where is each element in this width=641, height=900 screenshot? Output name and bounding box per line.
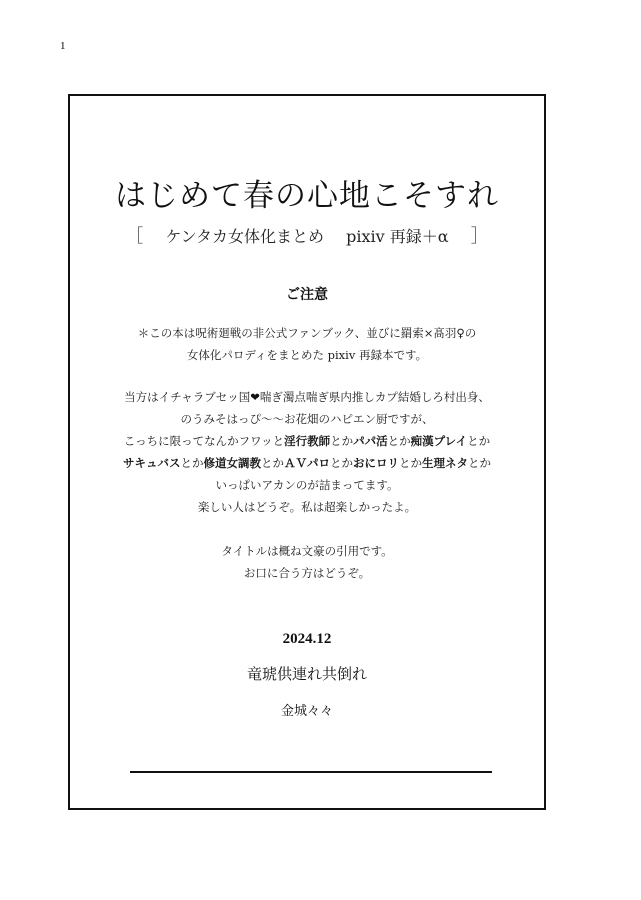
tag-keyword: パパ活 (353, 434, 388, 448)
notice-line: お口に合う方はどうぞ。 (243, 566, 371, 580)
notice-paragraph-2 (70, 386, 544, 518)
tag-keyword: ＡＶパロ (284, 456, 330, 470)
notice-line: タイトルは概ね文豪の引用です。 (221, 544, 393, 558)
notice-line: こっちに限ってなんかフワッと淫行教師とかパパ活とか痴漢プレイとか (123, 434, 491, 448)
page-number: 1 (60, 40, 66, 52)
notice-line: ＊この本は呪術廻戦の非公式ファンブック、並びに羂索×髙羽♀の (137, 326, 477, 340)
circle-name: 竜琥供連れ共倒れ (246, 665, 367, 683)
notice-heading: ご注意 (286, 287, 328, 303)
publication-date: 2024.12 (282, 631, 332, 647)
notice-line: いっぱいアカンのが詰まってます。 (215, 478, 399, 492)
tag-keyword: 生理ネタ (422, 456, 468, 470)
subtitle-close-bracket: ］ (470, 226, 489, 247)
divider-line (130, 771, 492, 773)
subtitle-text: ケンタカ女体化まとめ (165, 227, 324, 246)
subtitle (70, 222, 544, 248)
book-title: はじめて春の心地こそすれ (115, 178, 499, 214)
tag-keyword: 修道女調教 (203, 456, 261, 470)
notice-line: サキュバスとか修道女調教とかＡＶパロとかおにロリとか生理ネタとか (123, 456, 491, 470)
content-frame (68, 94, 546, 810)
notice-line: 女体化パロディをまとめた pixiv 再録本です。 (186, 348, 428, 362)
tag-keyword: 痴漢プレイ (410, 434, 468, 448)
notice-line: のうみそはっぴ〜〜お花畑のハピエン厨ですが、 (180, 412, 434, 426)
tag-keyword: 淫行教師 (284, 434, 331, 448)
tag-keyword: おにロリ (353, 456, 399, 470)
notice-paragraph-1 (70, 322, 544, 366)
author-name: 金城々々 (280, 704, 333, 719)
notice-paragraph-3 (70, 540, 544, 584)
subtitle-open-bracket: ［ (125, 226, 144, 247)
tag-keyword: サキュバス (123, 456, 181, 470)
subtitle-rest: 再録＋α (389, 227, 449, 246)
subtitle-pixiv: pixiv (346, 227, 385, 246)
notice-line: 当方はイチャラブセッ国❤喘ぎ濁点喘ぎ県内推しカプ結婚しろ村出身、 (124, 390, 490, 404)
notice-line: 楽しい人はどうぞ。私は超楽しかったよ。 (197, 500, 417, 514)
heart-icon: ❤ (250, 390, 260, 404)
